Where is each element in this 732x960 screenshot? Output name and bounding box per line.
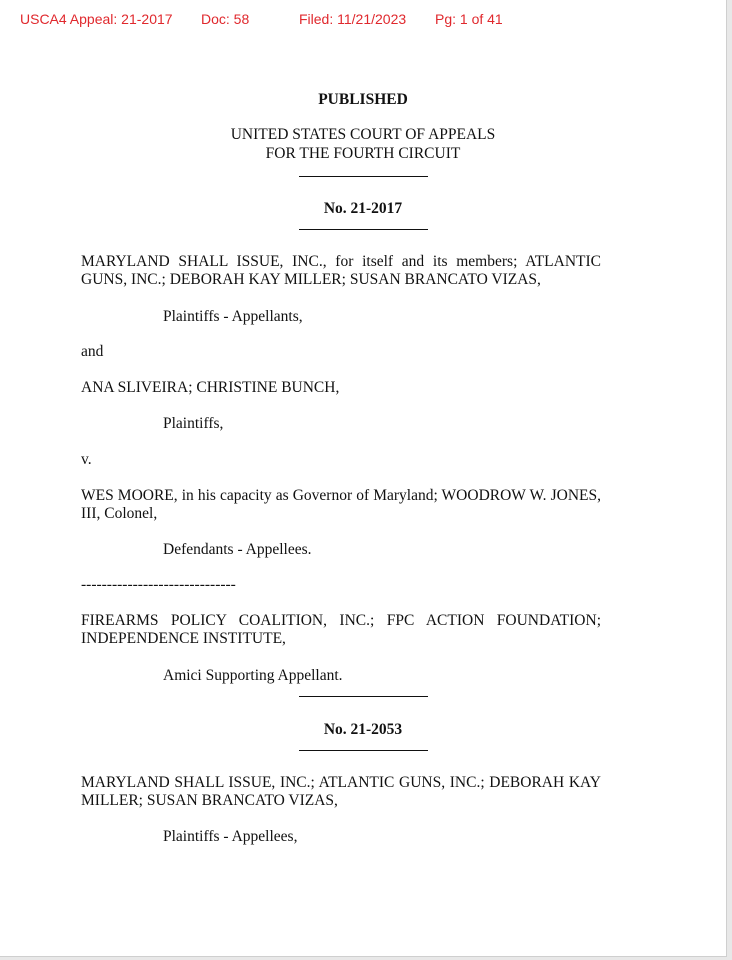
party-line: GUNS, INC.; DEBORAH KAY MILLER; SUSAN BRANCATO VIZAS, xyxy=(81,271,541,288)
party-line: MILLER; SUSAN BRANCATO VIZAS, xyxy=(81,792,338,809)
plaintiffs-role: Plaintiffs, xyxy=(163,415,224,432)
party-line: WES MOORE, in his capacity as Governor of Maryland; WOODROW W. JONES, xyxy=(81,487,601,504)
published-heading: PUBLISHED xyxy=(318,91,408,108)
divider-rule xyxy=(299,696,428,697)
party-line: III, Colonel, xyxy=(81,505,158,522)
amici-names xyxy=(81,612,601,648)
dashed-separator: ------------------------------ xyxy=(81,576,236,593)
page-count: Pg: 1 of 41 xyxy=(435,11,503,27)
filed-date: Filed: 11/21/2023 xyxy=(299,11,407,27)
party-line: INDEPENDENCE INSTITUTE, xyxy=(81,630,286,647)
case-number-2: No. 21-2053 xyxy=(323,721,403,738)
plaintiffs-appellees-role: Plaintiffs - Appellees, xyxy=(163,828,298,845)
case-number-1: No. 21-2017 xyxy=(323,200,403,217)
doc-number: Doc: 58 xyxy=(201,11,250,27)
divider-rule xyxy=(299,229,428,230)
court-name-line1: UNITED STATES COURT OF APPEALS xyxy=(230,126,496,143)
party-line: MARYLAND SHALL ISSUE, INC., for itself and its members; ATLANTIC xyxy=(81,253,601,270)
plaintiffs-appellants-names xyxy=(81,253,601,289)
and-conjunction: and xyxy=(81,343,104,360)
plaintiffs-appellants-role: Plaintiffs - Appellants, xyxy=(163,308,303,325)
court-name-line2: FOR THE FOURTH CIRCUIT xyxy=(265,145,461,162)
divider-rule xyxy=(299,750,428,751)
plaintiffs-appellees-names xyxy=(81,774,601,810)
divider-rule xyxy=(299,176,428,177)
party-line: FIREARMS POLICY COALITION, INC.; FPC ACTION FOUNDATION; xyxy=(81,612,601,629)
appeal-number: USCA4 Appeal: 21-2017 xyxy=(20,11,173,27)
plaintiffs-names: ANA SLIVEIRA; CHRISTINE BUNCH, xyxy=(81,379,340,396)
versus: v. xyxy=(81,451,92,468)
defendants-role: Defendants - Appellees. xyxy=(163,541,312,558)
party-line: MARYLAND SHALL ISSUE, INC.; ATLANTIC GUNS, INC.; DEBORAH KAY xyxy=(81,774,601,791)
amici-role: Amici Supporting Appellant. xyxy=(163,667,343,684)
defendants-names xyxy=(81,487,601,523)
